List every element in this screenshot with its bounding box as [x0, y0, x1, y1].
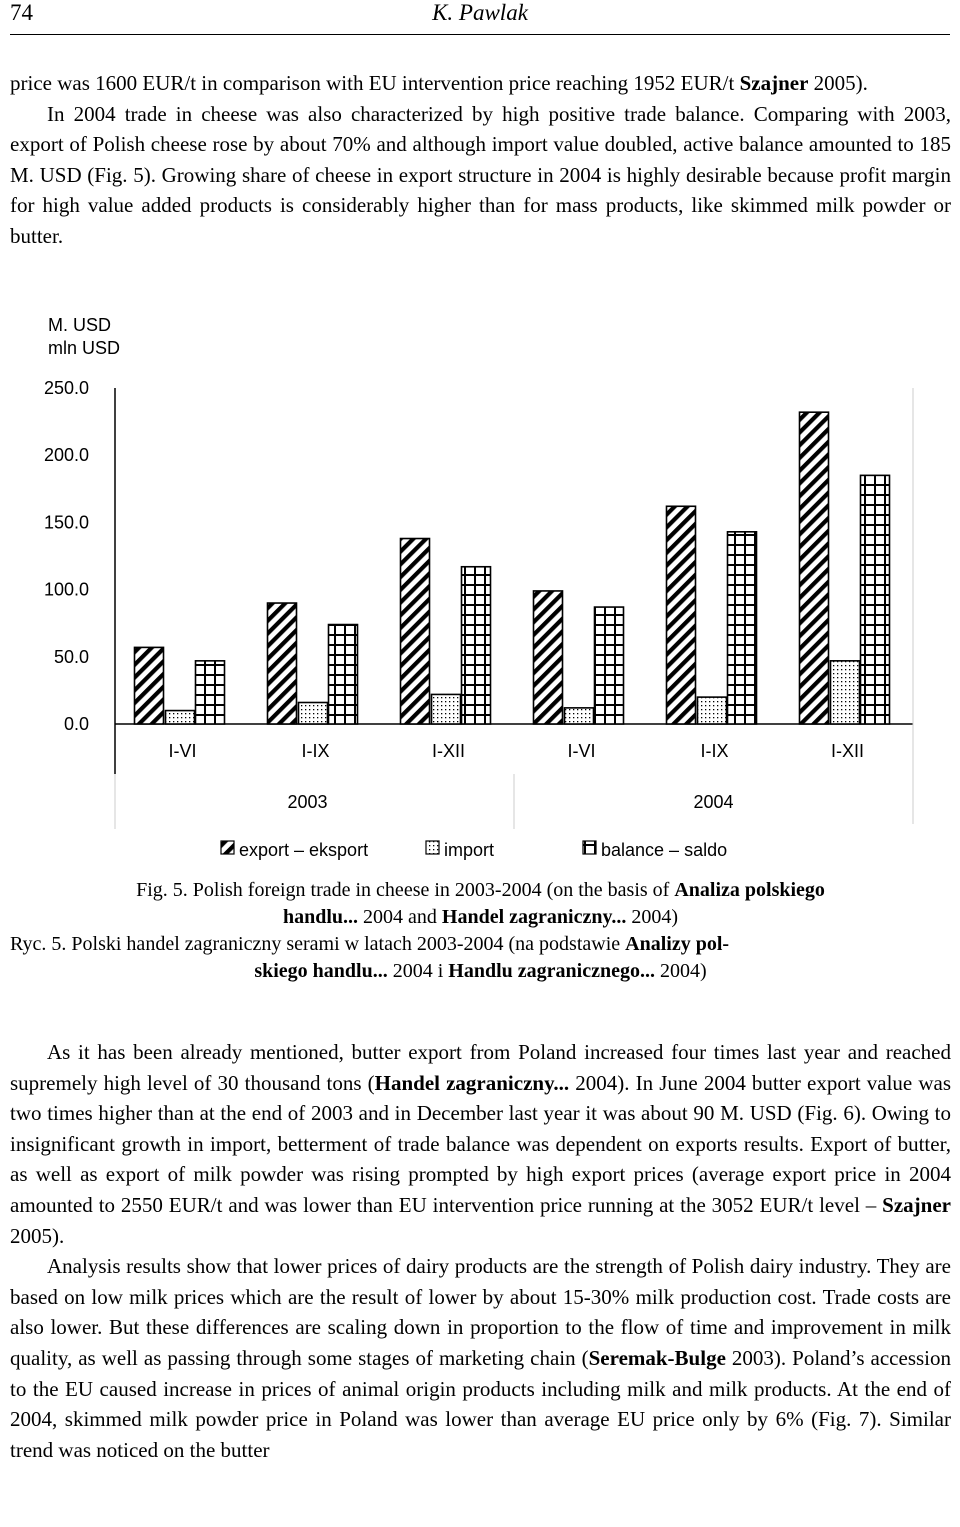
bar-diagonal	[401, 539, 430, 724]
bar-diagonal	[667, 506, 696, 724]
bar-dots	[166, 711, 195, 724]
y-tick-label: 200.0	[43, 445, 89, 466]
text-run: 2005).	[808, 71, 868, 95]
text-run: 2004)	[626, 906, 679, 928]
citation-title: handlu...	[282, 906, 359, 928]
x-tick-label: I-XII	[830, 741, 865, 761]
y-axis-ticks	[44, 378, 89, 734]
figure-5-chart	[0, 300, 960, 875]
bar-grid	[462, 567, 491, 724]
citation-title: Handel zagraniczny...	[441, 906, 627, 928]
text-run: As it has been already mentioned, butter export from Poland increased four times last year and reached supremely high level of 30 thousand tons (	[10, 1040, 951, 1095]
legend-swatch-grid	[583, 841, 596, 854]
x-tick-label: I-IX	[700, 741, 729, 761]
bars	[135, 412, 890, 724]
text-run: 2004 and	[358, 906, 442, 928]
bar-diagonal	[800, 412, 829, 724]
y-tick-label: 0.0	[63, 714, 89, 734]
bar-diagonal	[135, 647, 164, 724]
bar-grid	[728, 532, 757, 724]
caption-en-line-1	[10, 877, 951, 904]
legend-label: import	[444, 840, 495, 860]
plot-area	[115, 388, 913, 829]
year-group-labels	[287, 792, 733, 812]
y-axis-title	[48, 315, 120, 358]
x-tick-label: I-VI	[567, 741, 596, 761]
page-header	[10, 0, 950, 35]
bar-grid	[595, 607, 624, 724]
bar-diagonal	[268, 603, 297, 724]
bar-dots	[299, 702, 328, 724]
y-tick-label: 100.0	[43, 579, 89, 600]
paragraph	[10, 68, 951, 99]
x-tick-label: I-IX	[301, 741, 330, 761]
bar-grid	[861, 475, 890, 724]
text-run: 2005).	[10, 1223, 65, 1248]
legend-swatch-diagonal	[221, 841, 234, 854]
legend-label: balance – saldo	[601, 840, 728, 860]
bar-dots	[565, 708, 594, 724]
text-run: Analysis results show that lower prices of dairy products are the strength of Polish dairy industry. They are based on low milk prices which are the result of lower by about 15-30% milk production cost. Trade costs are also lower. But these differences are scaling down in proportion to the flow of time and improvement in milk quality, as well as passing through some stages of marketing chain (	[10, 1254, 951, 1370]
x-tick-label: I-VI	[168, 741, 197, 761]
caption-en-line-2	[10, 904, 951, 931]
bar-chart	[0, 300, 960, 875]
bar-grid	[329, 625, 358, 724]
text-run: Ryc. 5. Polski handel zagraniczny serami w latach 2003-2004 (na podstawie	[10, 933, 626, 955]
citation-title: skiego handlu...	[254, 960, 388, 982]
top-text	[10, 68, 951, 252]
bar-dots	[831, 661, 860, 724]
page-number: 74	[10, 0, 33, 25]
x-axis-labels	[168, 741, 864, 761]
text-run: 2004 i	[387, 960, 449, 982]
paragraph: In 2004 trade in cheese was also characterized by high positive trade balance. Comparing with 2003, export of Polish cheese rose by about 70% and although import value doubled, active balance amounted to 185 M. USD (Fig. 5). Growing share of cheese in export structure in 2004 is highly desirable because profit margin for high value added products is considerably higher than for mass products, like skimmed milk powder or butter.	[10, 101, 951, 248]
bar-dots	[432, 694, 461, 724]
citation-title: Handel zagraniczny...	[374, 1070, 570, 1095]
text-run: 2003). Poland’s accession to the EU caused increase in prices of animal origin products including milk and milk products. At the end of 2004, skimmed milk powder price in Poland was lower than average EU price only by 6% (Fig. 7). Similar trend was noticed on the butter	[10, 1345, 952, 1462]
text-run: price was 1600 EUR/t in comparison with EU intervention price reaching 1952 EUR/t	[10, 71, 740, 95]
bar-grid	[196, 661, 225, 724]
bottom-text	[10, 1037, 951, 1465]
paragraph	[10, 1037, 951, 1251]
caption-pl-line-2	[10, 958, 951, 985]
legend-swatch-dots	[426, 841, 439, 854]
legend-label: export – eksport	[239, 840, 369, 860]
text-run: 2004)	[654, 960, 707, 982]
paragraph	[10, 1251, 951, 1465]
caption-pl-line-1	[10, 931, 951, 958]
citation-author: Szajner	[739, 71, 809, 95]
citation-author: Seremak-Bulge	[588, 1345, 726, 1370]
bar-diagonal	[534, 591, 563, 724]
citation-author: Szajner	[882, 1192, 951, 1217]
chart-legend	[221, 840, 727, 860]
figure-caption	[10, 877, 951, 985]
bar-dots	[698, 697, 727, 724]
y-tick-label: 150.0	[43, 512, 89, 533]
year-label: 2004	[693, 792, 734, 812]
citation-title: Handlu zagranicznego...	[448, 960, 655, 982]
y-tick-label: 250.0	[43, 378, 89, 398]
citation-title: Analizy pol-	[625, 933, 730, 955]
y-axis-title-line: mln USD	[48, 338, 121, 358]
text-run: Fig. 5. Polish foreign trade in cheese in 2003-2004 (on the basis of	[136, 879, 675, 901]
x-tick-label: I-XII	[431, 741, 466, 761]
year-label: 2003	[287, 792, 328, 812]
text-run: 2004). In June 2004 butter export value was two times higher than at the end of 2003 and in December last year it was about 90 M. USD (Fig. 6). Owing to insignificant growth in import, betterment of trade balance was dependent on exports results. Export of butter, as well as export of milk powder was rising prompted by high export prices (average export price in 2004 amounted to 2550 EUR/t and was lower than EU intervention price running at the 3052 EUR/t level –	[10, 1070, 951, 1217]
y-axis-title-line: M. USD	[48, 315, 111, 335]
y-tick-label: 50.0	[53, 646, 89, 667]
citation-title: Analiza polskiego	[674, 879, 825, 901]
running-head: K. Pawlak	[432, 0, 528, 25]
